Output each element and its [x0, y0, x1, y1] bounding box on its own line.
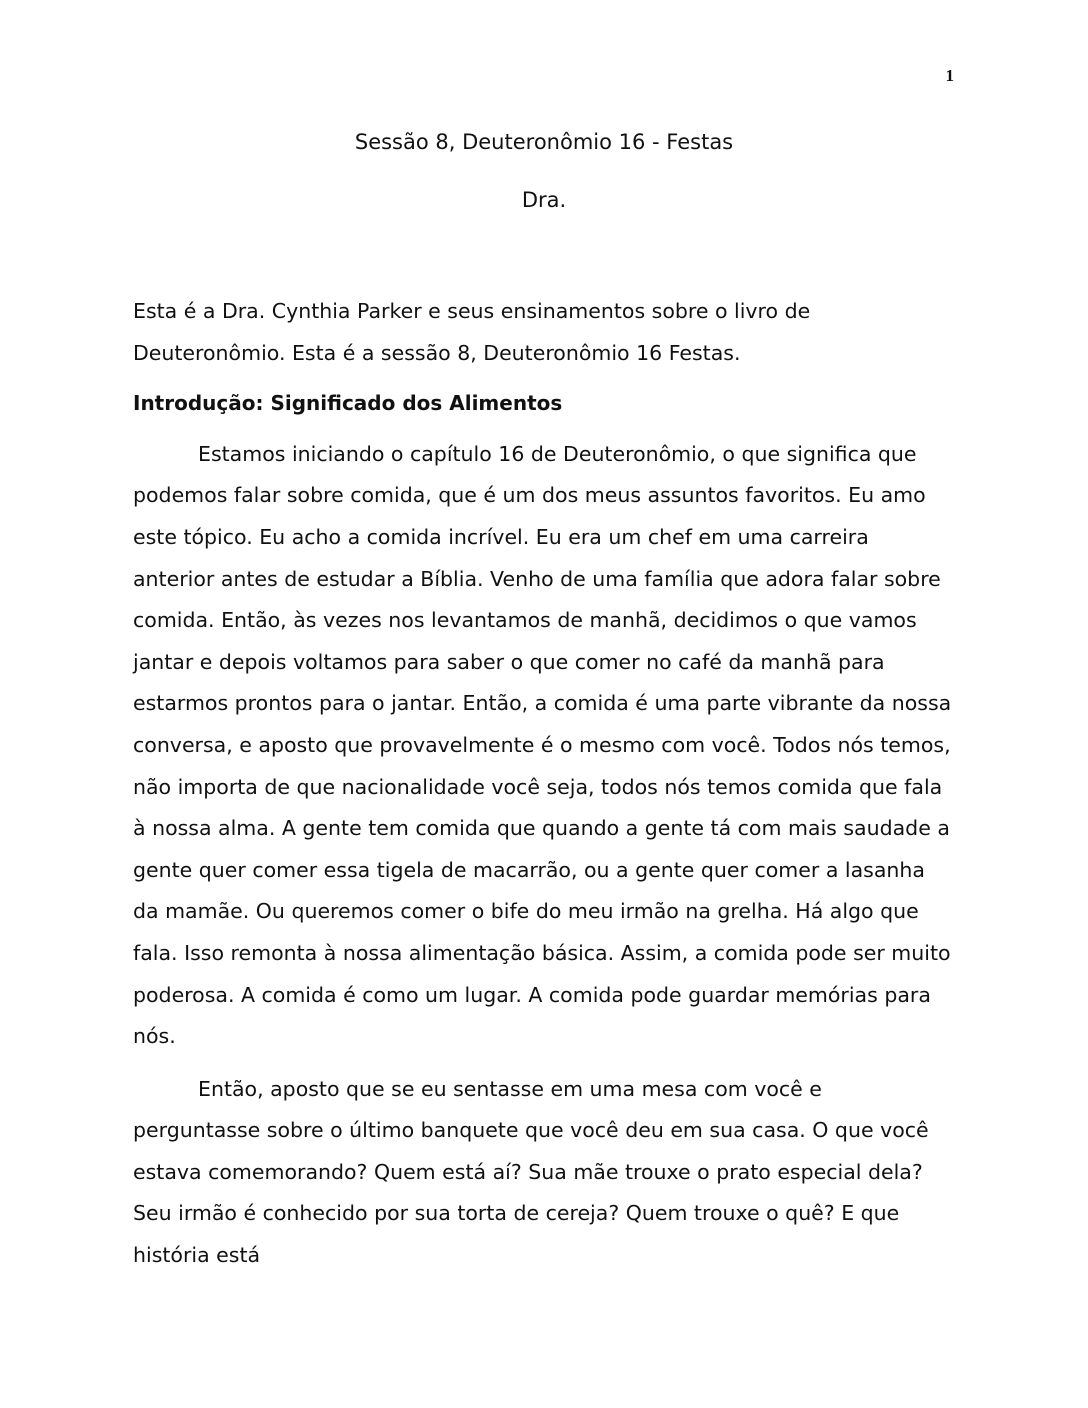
document-title: Sessão 8, Deuteronômio 16 - Festas [354, 130, 734, 154]
page-number: 1 [945, 66, 954, 85]
intro-paragraph: Esta é a Dra. Cynthia Parker e seus ensinamentos sobre o livro de Deuteronômio. Esta é a sessão 8, Deuteronômio 16 Festas. [133, 299, 811, 365]
body-paragraph-2: Então, aposto que se eu sentasse em uma mesa com você e perguntasse sobre o último banquete que você deu em sua casa. O que você estava comemorando? Quem está aí? Sua mãe trouxe o prato especial dela? Seu irmão é conhecido por sua torta de cereja? Quem trouxe o quê? E que história está [133, 1076, 929, 1268]
document-body [133, 291, 955, 1277]
document-author: Dra. [521, 188, 567, 212]
body-paragraph-1: Estamos iniciando o capítulo 16 de Deuteronômio, o que significa que podemos falar sobre comida, que é um dos meus assuntos favoritos. Eu amo este tópico. Eu acho a comida incrível. Eu era um chef em uma carreira anterior antes de estudar a Bíblia. Venho de uma família que adora falar sobre comida. Então, às vezes nos levantamos de manhã, decidimos o que vamos jantar e depois voltamos para saber o que comer no café da manhã para estarmos prontos para o jantar. Então, a comida é uma parte vibrante da nossa conversa, e aposto que provavelmente é o mesmo com você. Todos nós temos, não importa de que nacionalidade você seja, todos nós temos comida que fala à nossa alma. A gente tem comida que quando a gente tá com mais saudade a gente quer comer essa tigela de macarrão, ou a gente quer comer a lasanha da mamãe. Ou queremos comer o bife do meu irmão na grelha. Há algo que fala. Isso remonta à nossa alimentação básica. Assim, a comida pode ser muito poderosa. A comida é como um lugar. A comida pode guardar memórias para nós. [133, 441, 952, 1049]
section-heading: Introdução: Significado dos Alimentos [133, 391, 563, 416]
